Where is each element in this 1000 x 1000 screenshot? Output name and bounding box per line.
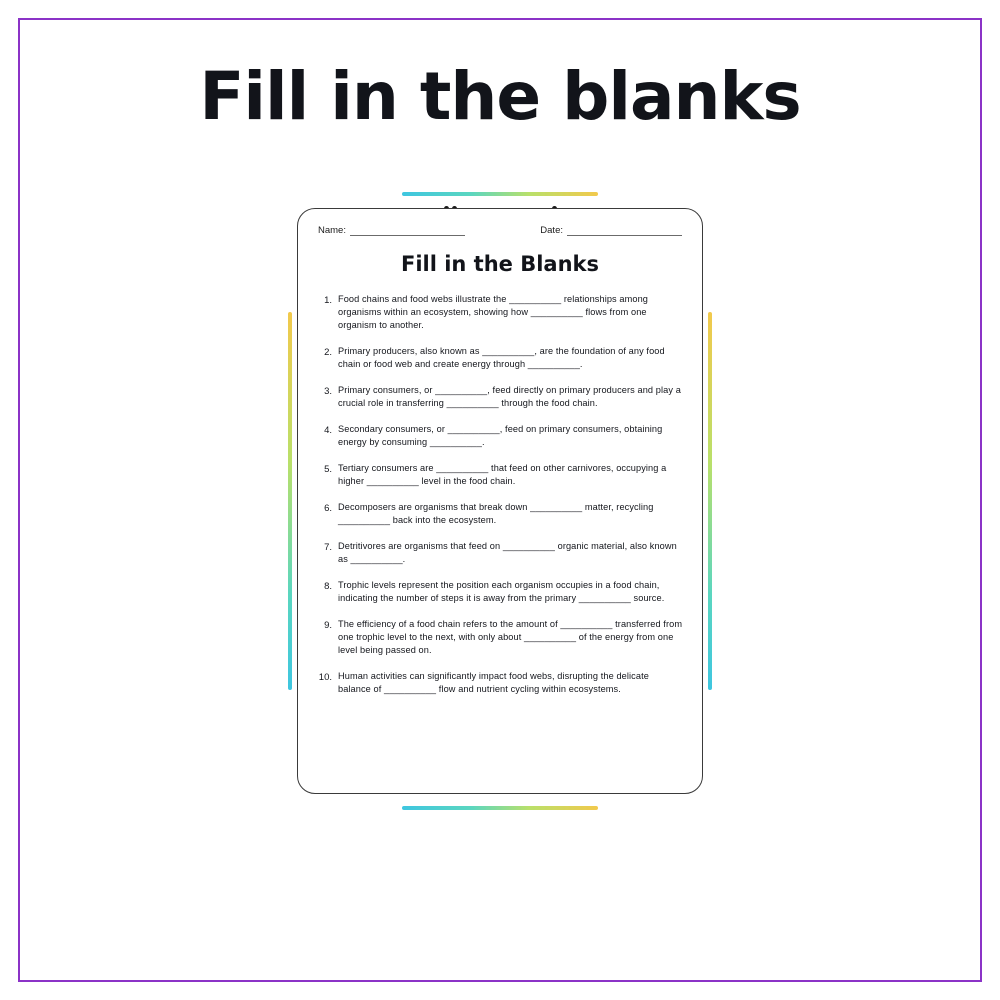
question-text: Secondary consumers, or __________, feed on primary consumers, obtaining energy by consuming __________. — [338, 424, 663, 447]
date-input[interactable] — [567, 225, 682, 236]
page-title: Fill in the blanks — [199, 58, 801, 135]
question-number: 4. — [324, 425, 332, 436]
question-number: 1. — [324, 295, 332, 306]
question-text: Trophic levels represent the position each organism occupies in a food chain, indicating the number of steps it is away from the primary __________ source. — [338, 580, 665, 603]
list-item — [306, 670, 684, 696]
question-number: 7. — [324, 542, 332, 553]
accent-bar-bottom — [402, 806, 598, 810]
question-text: Detritivores are organisms that feed on __________ organic material, also known as __________. — [338, 541, 677, 564]
question-text: Food chains and food webs illustrate the __________ relationships among organisms within an ecosystem, showing how __________ flows from one organism to another. — [338, 294, 648, 330]
question-number: 3. — [324, 386, 332, 397]
worksheet-card — [297, 208, 703, 794]
list-item — [306, 501, 684, 527]
worksheet-heading: Fill in the Blanks — [400, 252, 600, 276]
name-label: Name: — [318, 225, 346, 236]
accent-bar-right — [708, 312, 712, 690]
question-text: The efficiency of a food chain refers to the amount of __________ transferred from one trophic level to the next, with only about __________ of the energy from one level being passed on. — [338, 619, 683, 655]
list-item — [306, 618, 684, 657]
accent-bar-top — [402, 192, 598, 196]
question-number: 2. — [324, 347, 332, 358]
name-input[interactable] — [350, 225, 465, 236]
question-number: 9. — [324, 620, 332, 631]
list-item — [306, 540, 684, 566]
question-text: Decomposers are organisms that break down __________ matter, recycling __________ back into the ecosystem. — [338, 502, 654, 525]
list-item — [306, 423, 684, 449]
list-item — [306, 293, 684, 332]
date-label: Date: — [540, 225, 563, 236]
question-text: Primary producers, also known as __________, are the foundation of any food chain or food web and create energy through __________. — [338, 346, 665, 369]
name-field-group[interactable] — [318, 225, 465, 236]
question-number: 6. — [324, 503, 332, 514]
date-field-group[interactable] — [540, 225, 682, 236]
questions-list — [298, 293, 702, 709]
question-text: Tertiary consumers are __________ that feed on other carnivores, occupying a higher __________ level in the food chain. — [338, 463, 667, 486]
question-number: 10. — [318, 672, 332, 683]
list-item — [306, 384, 684, 410]
question-text: Human activities can significantly impact food webs, disrupting the delicate balance of __________ flow and nutrient cycling within ecosystems. — [338, 671, 649, 694]
worksheet-meta-row — [318, 225, 682, 236]
question-text: Primary consumers, or __________, feed directly on primary producers and play a crucial role in transferring __________ through the food chain. — [338, 385, 681, 408]
accent-bar-left — [288, 312, 292, 690]
question-number: 5. — [324, 464, 332, 475]
list-item — [306, 462, 684, 488]
list-item — [306, 579, 684, 605]
list-item — [306, 345, 684, 371]
question-number: 8. — [324, 581, 332, 592]
